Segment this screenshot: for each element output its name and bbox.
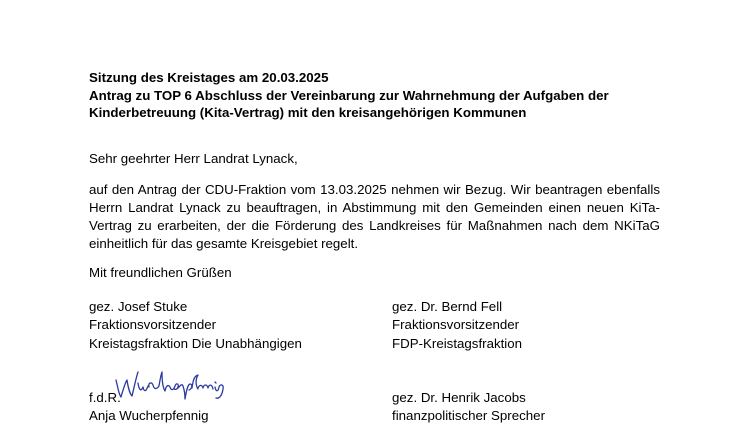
signature-block-wucherpfennig [89, 389, 209, 426]
signature-block-fell [392, 298, 522, 353]
signature-name: gez. Dr. Henrik Jacobs [392, 390, 526, 405]
closing-greeting: Mit freundlichen Grüßen [89, 265, 232, 280]
signature-role: Fraktionsvorsitzender [89, 317, 217, 333]
signature-name: gez. Josef Stuke [89, 299, 188, 314]
signature-organization: FDP-Kreistagsfraktion [392, 335, 523, 351]
signature-prefix-fdr: f.d.R. [89, 390, 121, 405]
signature-block-jacobs [392, 389, 545, 426]
signature-role: Fraktionsvorsitzender [392, 317, 520, 333]
signature-organization: Kreistagsfraktion Die Unabhängigen [89, 335, 302, 351]
heading-meeting-line: Sitzung des Kreistages am 20.03.2025 [89, 70, 329, 85]
signature-name: Anja Wucherpfennig [89, 408, 209, 424]
heading-motion-line-continued: Kinderbetreuung (Kita-Vertrag) mit den kreisangehörigen Kommunen [89, 105, 527, 120]
document-heading [89, 69, 669, 122]
signature-name: gez. Dr. Bernd Fell [392, 299, 503, 314]
salutation: Sehr geehrter Herr Landrat Lynack, [89, 151, 298, 166]
signature-block-stuke [89, 298, 302, 353]
heading-motion-line: Antrag zu TOP 6 Abschluss der Vereinbarung zur Wahrnehmung der Aufgaben der [89, 87, 609, 103]
body-paragraph: auf den Antrag der CDU-Fraktion vom 13.03.2025 nehmen wir Bezug. Wir beantragen ebenfalls Herrn Landrat Lynack zu beauftragen, in Abstimmung mit den Gemeinden einen neuen KiTa-Vertrag zu erarbeiten, der die Förderung des Landkreises für Maßnahmen nach dem NKiTaG einheitlich für das gesamte Kreisgebiet regelt. [89, 182, 660, 251]
signature-role: finanzpolitischer Sprecher [392, 408, 545, 424]
